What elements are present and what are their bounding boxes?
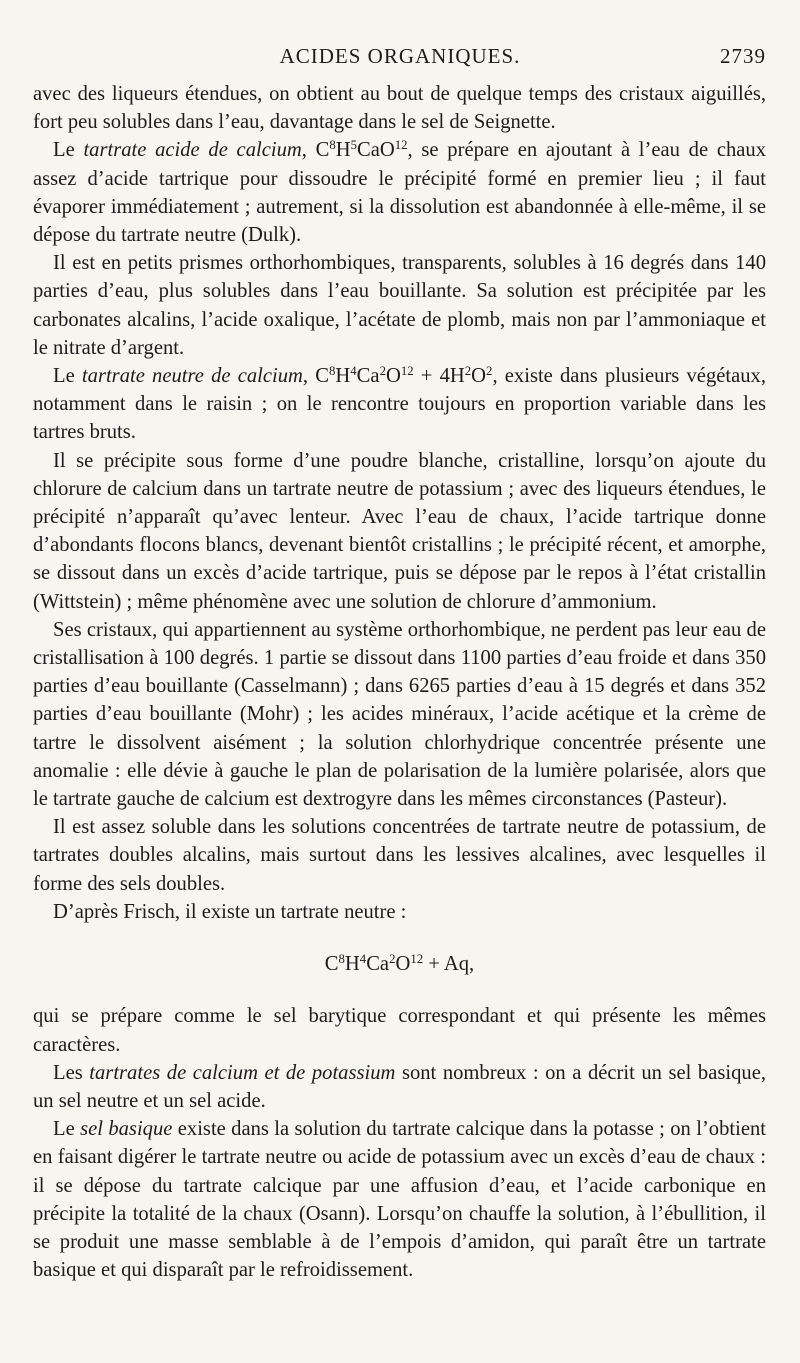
running-title: ACIDES ORGANIQUES. <box>279 44 521 68</box>
paragraph-soluble: Il est assez soluble dans les solutions concentrées de tartrate neutre de potassium, de tartrates doubles alcalins, mais surtout dans les lessives alcalines, avec lesquelles il forme des sels doubles. <box>33 816 766 895</box>
paragraph-tartrates-doubles <box>33 1059 766 1115</box>
paragraph-text: , existe dans plusieurs végétaux, notamment dans le raisin ; on le rencontre toujours en proportion variable dans les tartres bruts. <box>33 365 766 444</box>
term-tartrate-neutre: tartrate neutre de calcium <box>81 365 303 388</box>
formula-display: $C^8H^4Ca^2O^{12} + Aq$, <box>324 952 475 976</box>
page-number: 2739 <box>720 44 766 68</box>
chemical-formula: $C^8H^4Ca^2O^{12} + 4H^2O^2$ <box>315 364 493 388</box>
term-tartrate-acide: tartrate acide de calcium <box>83 139 302 162</box>
paragraph-precipite: Il se précipite sous forme d’une poudre blanche, cristalline, lorsqu’on ajoute du chlorure de calcium dans un tartrate neutre de potassium ; avec des liqueurs étendues, le précipité n’apparaît qu’avec lenteur. Avec l’eau de chaux, l’acide tartrique donne d’abondants flocons blancs, devenant bientôt cristallins ; le précipité récent, et amorphe, se dissout dans un excès d’acide tartrique, puis se dépose par le repos à l’état cristallin (Wittstein) ; même phénomène avec une solution de chlorure d’ammonium. <box>33 449 766 613</box>
term-tartrates-potassium: tartrates de calcium et de potassium <box>89 1061 396 1084</box>
paragraph-prismes: Il est en petits prismes orthorhombiques, transparents, solubles à 16 degrés dans 140 parties d’eau, plus solubles dans l’eau bouillante. Sa solution est précipitée par les carbonates alcalins, l’acide oxalique, l’acétate de plomb, mais non par l’ammoniaque et le nitrate d’argent. <box>33 252 766 359</box>
paragraph-text: sont nombreux : on a décrit un sel basique, un sel neutre et un sel acide. <box>33 1061 766 1112</box>
paragraph-cristaux: Ses cristaux, qui appartiennent au système orthorhombique, ne perdent pas leur eau de cristallisation à 100 degrés. 1 partie se dissout dans 1100 parties d’eau froide et dans 350 parties d’eau bouillante (Casselmann) ; dans 6265 parties d’eau à 15 degrés et dans 352 parties d’eau bouillante (Mohr) ; les acides minéraux, l’acide acétique et la crème de tartre le dissolvent aisément ; la solution chlorhydrique concentrée présente une anomalie : elle dévie à gauche le plan de polarisation de la lumière polarisée, alors que le tartrate gauche de calcium est dextrogyre dans les mêmes circonstances (Pasteur). <box>33 618 766 811</box>
paragraph-text: existe dans la solution du tartrate calcique dans la potasse ; on l’obtient en faisant digérer le tartrate neutre ou acide de potassium avec un excès d’eau de chaux : il se dépose du tartrate calcique par une affusion d’eau, et l’acide carbonique en précipite la totalité de la chaux (Osann). Lorsqu’on chauffe la solution, à l’ébullition, il se produit une masse semblable à de l’empois d’amidon, qui paraît être un tartrate basique et qui disparaît par le refroidissement. <box>33 1118 766 1282</box>
paragraph-lead: Le <box>53 139 84 162</box>
paragraph-tartrate-neutre: Le tartrate neutre de calcium, $C^8H^4Ca^2O^{12} + 4H^2O^2$, existe dans plusieurs végétaux, notamment dans le raisin ; on le rencontre toujours en proportion variable dans les tartres bruts. <box>33 364 766 444</box>
paragraph-frisch: D’après Frisch, il existe un tartrate neutre : <box>53 900 407 923</box>
body-text <box>33 80 766 1284</box>
chemical-formula: $C^8H^5CaO^{12}$ <box>315 138 408 162</box>
paragraph-text: , se prépare en ajoutant à l’eau de chaux assez d’acide tartrique pour dissoudre le précipité formé en premier lieu ; il faut évaporer immédiatement ; autrement, si la dissolution est abandonnée à elle-même, il se dépose du tartrate neutre (Dulk). <box>33 139 766 247</box>
running-header <box>34 44 766 74</box>
paragraph-continuation: avec des liqueurs étendues, on obtient au bout de quelque temps des cristaux aiguillés, fort peu solubles dans l’eau, davantage dans le sel de Seignette. <box>33 83 766 134</box>
paragraph-sel-basique <box>33 1115 766 1284</box>
paragraph-tartrate-acide: Le tartrate acide de calcium, $C^8H^5CaO^{12}$, se prépare en ajoutant à l’eau de chaux assez d’acide tartrique pour dissoudre le précipité formé en premier lieu ; il faut évaporer immédiatement ; autrement, si la dissolution est abandonnée à elle-même, il se dépose du tartrate neutre (Dulk). <box>33 138 766 247</box>
paragraph-lead: Le <box>53 1118 81 1141</box>
paragraph-lead: Le <box>53 365 82 388</box>
paragraph-lead: Les <box>53 1061 90 1084</box>
term-sel-basique: sel basique <box>80 1118 173 1141</box>
paragraph-barytique: qui se prépare comme le sel barytique correspondant et qui présente les mêmes caractères. <box>33 1005 766 1056</box>
